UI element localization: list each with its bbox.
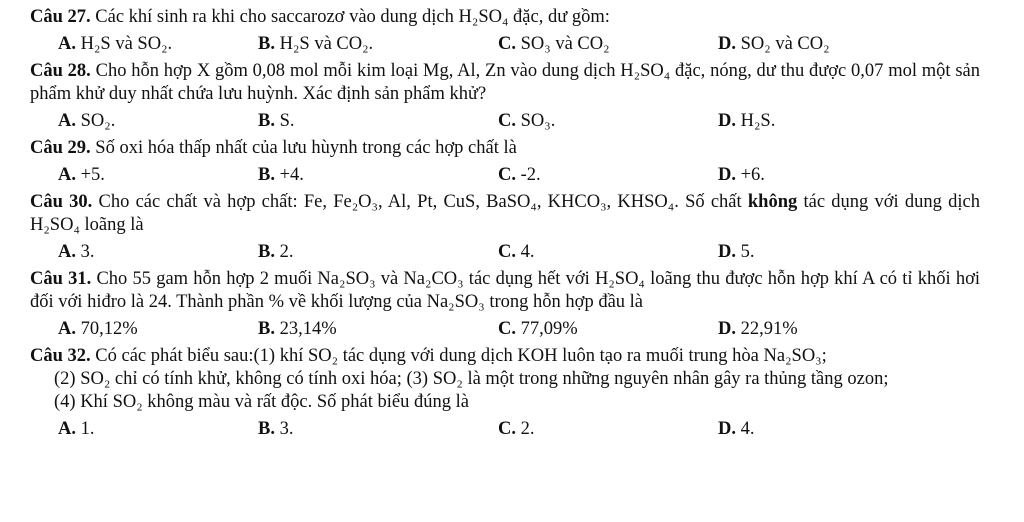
option-d[interactable] xyxy=(718,33,830,56)
question-text: Cho các chất và hợp chất: Fe, Fe₂O₃, Al, Pt, CuS, BaSO₄, KHCO₃, KHSO₄. Số chất xyxy=(98,192,748,212)
question-text: Các khí sinh ra khi cho saccarozơ vào dung dịch H₂SO₄ đặc, dư gồm: xyxy=(95,7,610,27)
option-letter: D. xyxy=(718,419,736,439)
option-text: S. xyxy=(279,111,295,131)
option-d[interactable] xyxy=(718,241,755,264)
question-text: Cho 55 gam hỗn hợp 2 muối Na₂SO₃ và Na₂CO₃ tác dụng hết với H₂SO₄ loãng thu được hỗn hợp khí A có tỉ khối hơi đối với hiđro là 24. Thành phần % về khối lượng của Na₂SO₃ trong hỗn hợp đầu là xyxy=(30,269,980,312)
option-text: 2. xyxy=(279,242,294,262)
option-a[interactable] xyxy=(58,110,115,133)
option-letter: B. xyxy=(258,319,275,339)
option-letter: C. xyxy=(498,419,516,439)
option-text: H₂S. xyxy=(740,111,776,131)
option-letter: C. xyxy=(498,242,516,262)
option-text: 1. xyxy=(80,419,95,439)
question-28 xyxy=(30,60,1010,133)
question-stem xyxy=(30,191,1010,237)
option-letter: B. xyxy=(258,111,275,131)
option-a[interactable] xyxy=(58,318,138,341)
question-stem xyxy=(30,60,1010,106)
option-text: +4. xyxy=(279,165,304,185)
option-c[interactable] xyxy=(498,110,555,133)
option-a[interactable] xyxy=(58,241,95,264)
option-text: +5. xyxy=(80,165,105,185)
option-letter: A. xyxy=(58,34,76,54)
question-stem xyxy=(30,345,1010,414)
option-text: H₂S và CO₂. xyxy=(279,34,374,54)
option-d[interactable] xyxy=(718,110,775,133)
option-text: SO₂ và CO₂ xyxy=(740,34,830,54)
answer-options xyxy=(30,241,1010,264)
question-27 xyxy=(30,6,1010,56)
option-text: 77,09% xyxy=(520,319,578,339)
option-b[interactable] xyxy=(258,418,293,441)
answer-options xyxy=(30,418,1010,441)
question-text: Có các phát biểu sau:(1) khí SO₂ tác dụng với dung dịch KOH luôn tạo ra muối trung hòa Na₂SO₃; xyxy=(95,346,827,366)
question-stem xyxy=(30,6,1010,29)
question-number: Câu 29. xyxy=(30,138,91,158)
option-c[interactable] xyxy=(498,33,610,56)
option-letter: D. xyxy=(718,165,736,185)
question-number: Câu 31. xyxy=(30,269,92,289)
option-letter: A. xyxy=(58,165,76,185)
option-d[interactable] xyxy=(718,164,765,187)
option-letter: D. xyxy=(718,319,736,339)
option-letter: A. xyxy=(58,242,76,262)
option-text: +6. xyxy=(740,165,765,185)
option-letter: A. xyxy=(58,111,76,131)
option-text: 3. xyxy=(279,419,294,439)
option-b[interactable] xyxy=(258,164,304,187)
option-text: 2. xyxy=(520,419,535,439)
option-letter: A. xyxy=(58,319,76,339)
option-b[interactable] xyxy=(258,110,295,133)
option-text: SO₃. xyxy=(520,111,556,131)
question-32 xyxy=(30,345,1010,441)
option-letter: D. xyxy=(718,34,736,54)
option-letter: B. xyxy=(258,242,275,262)
option-letter: B. xyxy=(258,419,275,439)
question-number: Câu 28. xyxy=(30,61,91,81)
option-letter: C. xyxy=(498,34,516,54)
option-letter: B. xyxy=(258,34,275,54)
question-statement-4: (4) Khí SO₂ không màu và rất độc. Số phát biểu đúng là xyxy=(54,392,469,412)
option-text: 5. xyxy=(740,242,755,262)
option-text: 23,14% xyxy=(279,319,337,339)
option-a[interactable] xyxy=(58,418,95,441)
answer-options xyxy=(30,33,1010,56)
option-b[interactable] xyxy=(258,318,337,341)
option-text: 4. xyxy=(520,242,535,262)
option-a[interactable] xyxy=(58,164,105,187)
option-text: -2. xyxy=(520,165,541,185)
question-number: Câu 27. xyxy=(30,7,91,27)
option-text: 3. xyxy=(80,242,95,262)
question-30 xyxy=(30,191,1010,264)
option-letter: C. xyxy=(498,319,516,339)
question-text: Cho hỗn hợp X gồm 0,08 mol mỗi kim loại Mg, Al, Zn vào dung dịch H₂SO₄ đặc, nóng, dư thu được 0,07 mol một sản phẩm khử duy nhất chứa lưu huỳnh. Xác định sản phẩm khử? xyxy=(30,61,981,104)
option-c[interactable] xyxy=(498,241,535,264)
option-a[interactable] xyxy=(58,33,172,56)
option-b[interactable] xyxy=(258,241,293,264)
question-29 xyxy=(30,137,1010,187)
option-letter: C. xyxy=(498,111,516,131)
option-text: H₂S và SO₂. xyxy=(80,34,173,54)
option-text: 22,91% xyxy=(740,319,798,339)
question-text-continued: tác dụng với dung dịch H₂SO₄ loãng là xyxy=(30,192,980,235)
option-d[interactable] xyxy=(718,418,755,441)
option-b[interactable] xyxy=(258,33,373,56)
option-c[interactable] xyxy=(498,318,578,341)
option-text: SO₃ và CO₂ xyxy=(520,34,610,54)
option-text: SO₂. xyxy=(80,111,116,131)
option-c[interactable] xyxy=(498,418,535,441)
question-text: Số oxi hóa thấp nhất của lưu hùynh trong các hợp chất là xyxy=(95,138,517,158)
question-number: Câu 30. xyxy=(30,192,93,212)
option-letter: D. xyxy=(718,242,736,262)
question-stem xyxy=(30,268,1010,314)
emphasis-text: không xyxy=(747,192,798,212)
option-d[interactable] xyxy=(718,318,798,341)
option-letter: D. xyxy=(718,111,736,131)
option-letter: C. xyxy=(498,165,516,185)
option-letter: A. xyxy=(58,419,76,439)
answer-options xyxy=(30,318,1010,341)
answer-options xyxy=(30,110,1010,133)
question-statement-2-3: (2) SO₂ chỉ có tính khử, không có tính oxi hóa; (3) SO₂ là một trong những nguyên nhân gây ra thủng tầng ozon; xyxy=(54,369,889,389)
option-letter: B. xyxy=(258,165,275,185)
question-31 xyxy=(30,268,1010,341)
answer-options xyxy=(30,164,1010,187)
option-text: 4. xyxy=(740,419,755,439)
option-text: 70,12% xyxy=(80,319,138,339)
option-c[interactable] xyxy=(498,164,541,187)
question-stem xyxy=(30,137,1010,160)
question-number: Câu 32. xyxy=(30,346,91,366)
